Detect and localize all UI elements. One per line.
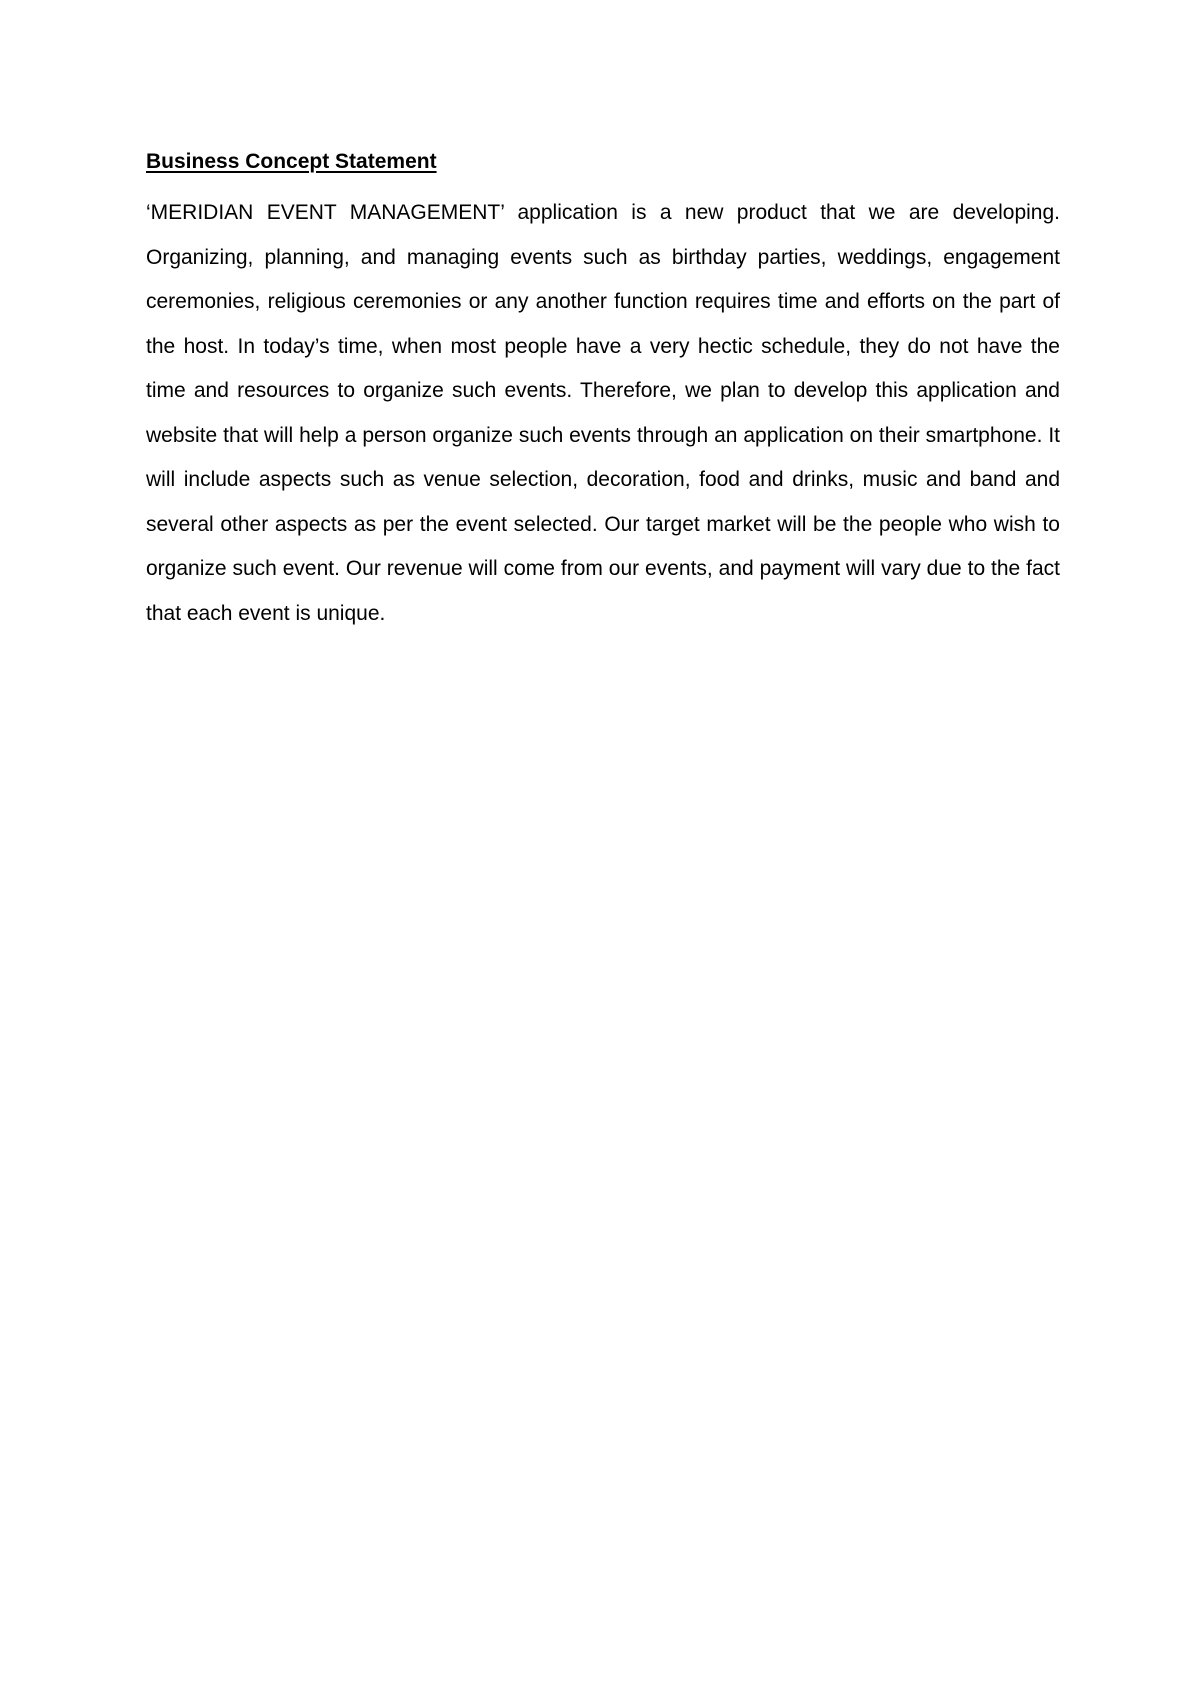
document-content [146,146,1060,636]
document-paragraph: ‘MERIDIAN EVENT MANAGEMENT’ application is a new product that we are developing. Organizing, planning, and managing events such as birthday parties, weddings, engagement ceremonies, religious ceremonies or any another function requires time and efforts on the part of the host. In today’s time, when most people have a very hectic schedule, they do not have the time and resources to organize such events. Therefore, we plan to develop this application and website that will help a person organize such events through an application on their smartphone. It will include aspects such as venue selection, decoration, food and drinks, music and band and several other aspects as per the event selected. Our target market will be the people who wish to organize such event. Our revenue will come from our events, and payment will vary due to the fact that each event is unique. [146,201,1060,625]
document-heading: Business Concept Statement [146,150,437,173]
